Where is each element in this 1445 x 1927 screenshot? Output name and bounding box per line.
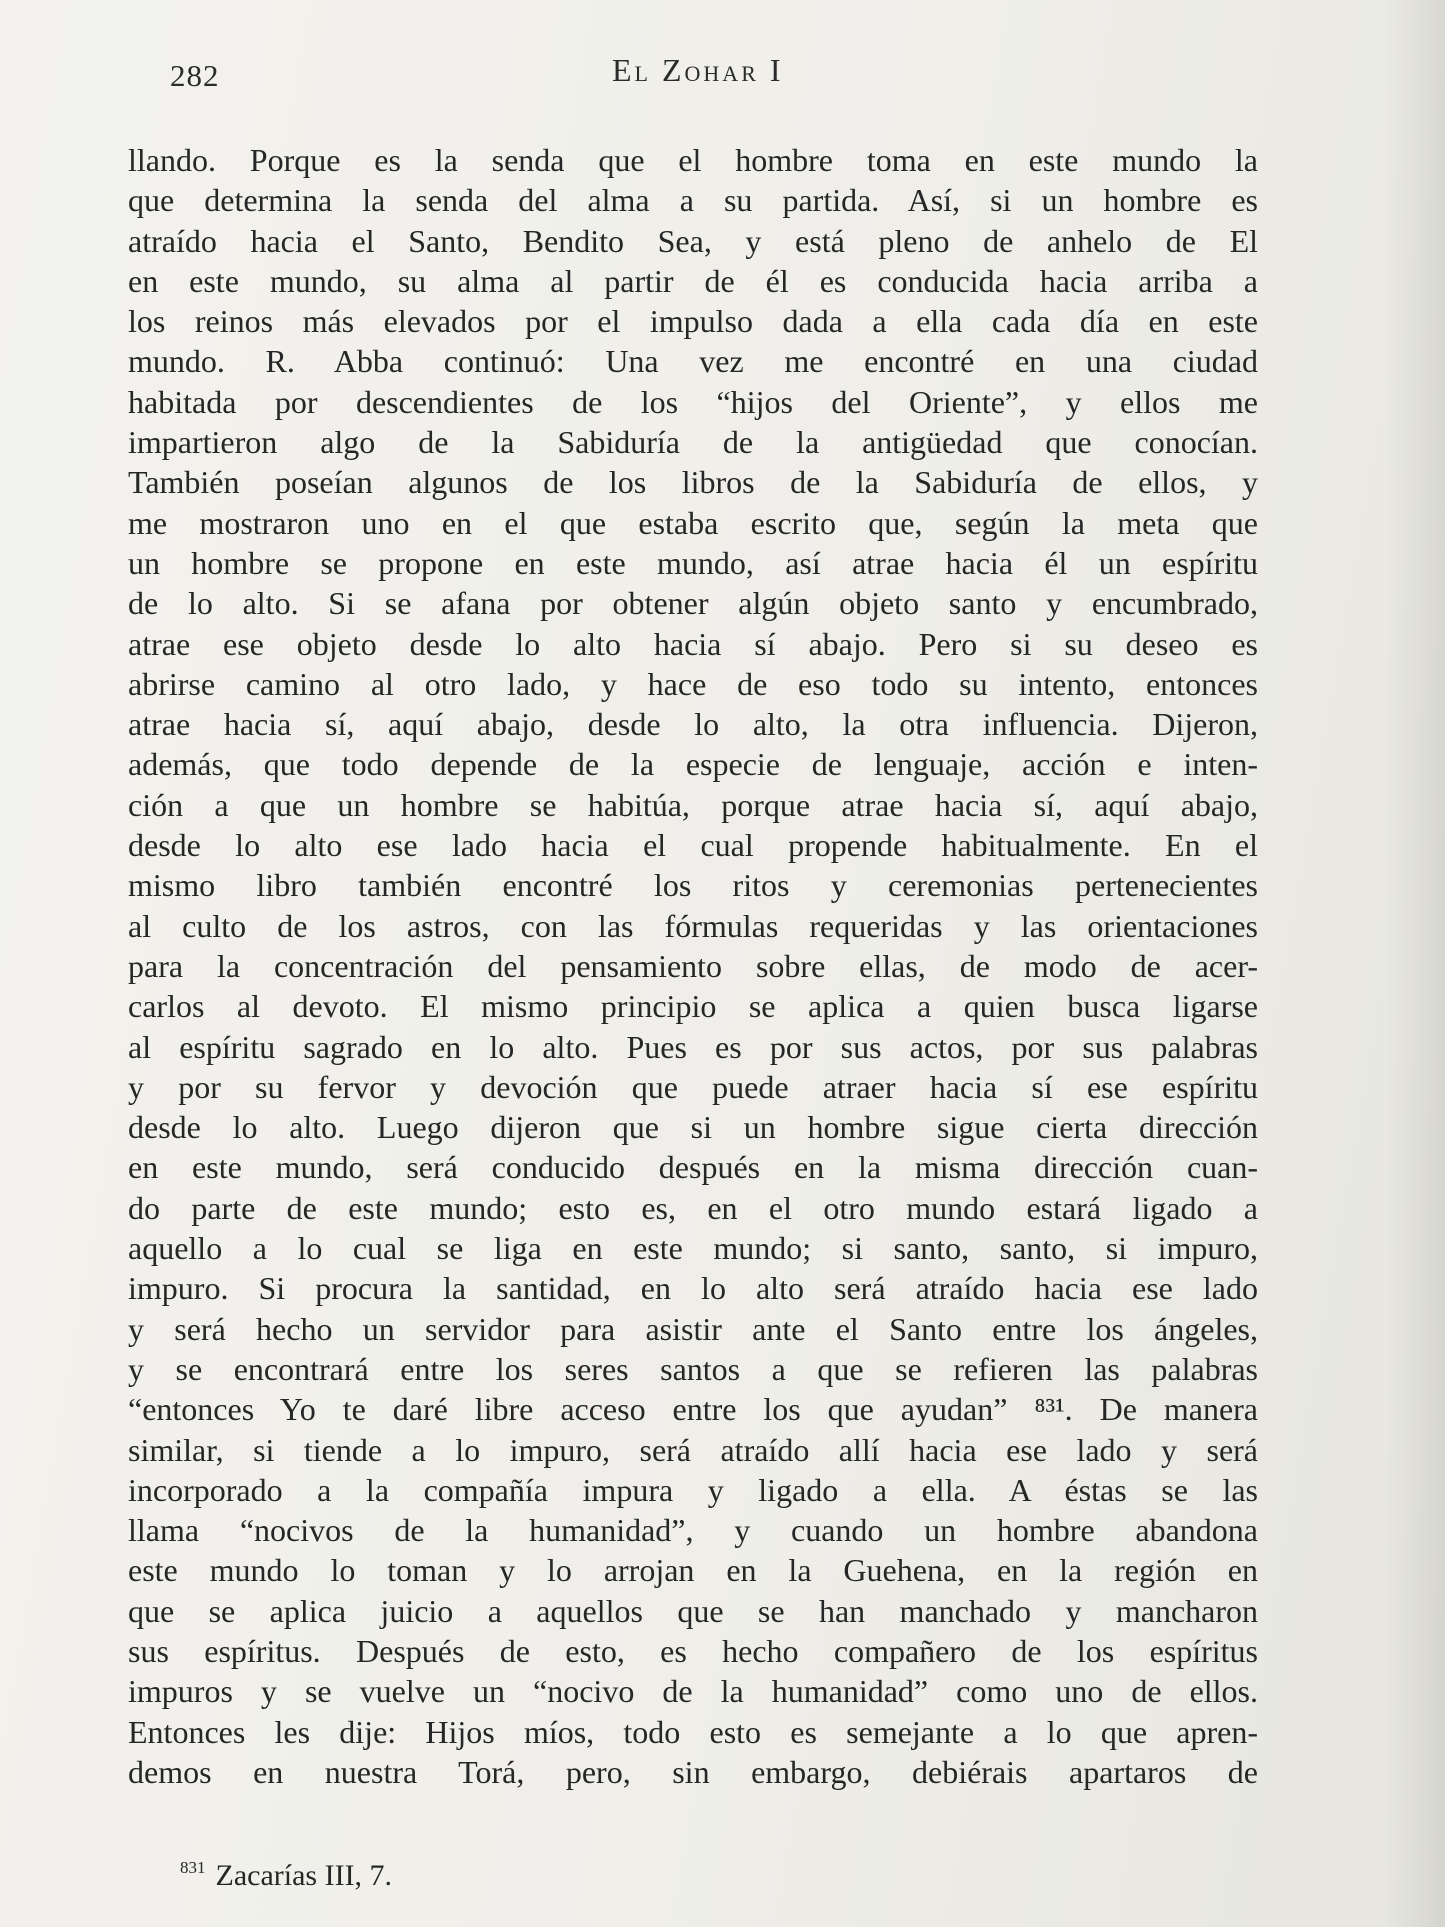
text-line: Entonces les dije: Hijos míos, todo esto es semejante a lo que apren- bbox=[128, 1713, 1258, 1750]
text-line: un hombre se propone en este mundo, así atrae hacia él un espíritu bbox=[128, 544, 1258, 581]
page-edge-shadow bbox=[1385, 0, 1445, 1927]
text-line: llama “nocivos de la humanidad”, y cuando un hombre abandona bbox=[128, 1512, 1258, 1549]
text-line: impuros y se vuelve un “nocivo de la humanidad” como uno de ellos. bbox=[128, 1673, 1258, 1710]
text-line: habitada por descendientes de los “hijos del Oriente”, y ellos me bbox=[128, 383, 1258, 420]
text-line: y se encontrará entre los seres santos a que se refieren las palabras bbox=[128, 1350, 1258, 1387]
text-line: además, que todo depende de la especie de lenguaje, acción e inten- bbox=[128, 746, 1258, 783]
text-line: impuro. Si procura la santidad, en lo alto será atraído hacia ese lado bbox=[128, 1270, 1258, 1307]
text-line: que se aplica juicio a aquellos que se han manchado y mancharon bbox=[128, 1592, 1258, 1629]
text-line: desde lo alto. Luego dijeron que si un hombre sigue cierta dirección bbox=[128, 1109, 1258, 1146]
text-line: los reinos más elevados por el impulso dada a ella cada día en este bbox=[128, 303, 1258, 340]
text-line: al espíritu sagrado en lo alto. Pues es por sus actos, por sus palabras bbox=[128, 1028, 1258, 1065]
footnote-text: Zacarías III, 7. bbox=[215, 1859, 393, 1892]
text-line: aquello a lo cual se liga en este mundo; si santo, santo, si impuro, bbox=[128, 1230, 1258, 1267]
text-line: en este mundo, su alma al partir de él es conducida hacia arriba a bbox=[128, 262, 1258, 299]
text-line: impartieron algo de la Sabiduría de la antigüedad que conocían. bbox=[128, 424, 1258, 461]
text-line: demos en nuestra Torá, pero, sin embargo, debiérais apartaros de bbox=[128, 1753, 1258, 1790]
text-line: atrae hacia sí, aquí abajo, desde lo alto, la otra influencia. Dijeron, bbox=[128, 706, 1258, 743]
text-line: y será hecho un servidor para asistir ante el Santo entre los ángeles, bbox=[128, 1310, 1258, 1347]
text-line: carlos al devoto. El mismo principio se aplica a quien busca ligarse bbox=[128, 988, 1258, 1025]
text-line: atraído hacia el Santo, Bendito Sea, y está pleno de anhelo de El bbox=[128, 222, 1258, 259]
text-line: y por su fervor y devoción que puede atraer hacia sí ese espíritu bbox=[128, 1068, 1258, 1105]
text-line: para la concentración del pensamiento sobre ellas, de modo de acer- bbox=[128, 947, 1258, 984]
text-line: de lo alto. Si se afana por obtener algún objeto santo y encumbrado, bbox=[128, 585, 1258, 622]
text-line: mundo. R. Abba continuó: Una vez me encontré en una ciudad bbox=[128, 343, 1258, 380]
text-line: al culto de los astros, con las fórmulas requeridas y las orientaciones bbox=[128, 907, 1258, 944]
text-line: mismo libro también encontré los ritos y ceremonias pertenecientes bbox=[128, 867, 1258, 904]
footnote bbox=[180, 1858, 392, 1893]
text-line: desde lo alto ese lado hacia el cual propende habitualmente. En el bbox=[128, 827, 1258, 864]
body-text bbox=[128, 140, 1258, 1792]
text-line: abrirse camino al otro lado, y hace de eso todo su intento, entonces bbox=[128, 665, 1258, 702]
text-line: similar, si tiende a lo impuro, será atraído allí hacia ese lado y será bbox=[128, 1431, 1258, 1468]
text-line: este mundo lo toman y lo arrojan en la Guehena, en la región en bbox=[128, 1552, 1258, 1589]
text-line: ción a que un hombre se habitúa, porque atrae hacia sí, aquí abajo, bbox=[128, 786, 1258, 823]
text-line: en este mundo, será conducido después en la misma dirección cuan- bbox=[128, 1149, 1258, 1186]
text-line: do parte de este mundo; esto es, en el otro mundo estará ligado a bbox=[128, 1189, 1258, 1226]
running-title: El Zohar I bbox=[612, 52, 784, 88]
text-line: me mostraron uno en el que estaba escrito que, según la meta que bbox=[128, 504, 1258, 541]
text-line: atrae ese objeto desde lo alto hacia sí abajo. Pero si su deseo es bbox=[128, 625, 1258, 662]
text-line: llando. Porque es la senda que el hombre toma en este mundo la bbox=[128, 142, 1258, 178]
text-line: “entonces Yo te daré libre acceso entre los que ayudan” ⁸³¹. De manera bbox=[128, 1391, 1258, 1428]
text-line: También poseían algunos de los libros de la Sabiduría de ellos, y bbox=[128, 464, 1258, 501]
text-line: incorporado a la compañía impura y ligado a ella. A éstas se las bbox=[128, 1471, 1258, 1508]
text-line: que determina la senda del alma a su partida. Así, si un hombre es bbox=[128, 182, 1258, 219]
footnote-number: 831 bbox=[180, 1858, 206, 1877]
page-number: 282 bbox=[170, 58, 220, 93]
text-line: sus espíritus. Después de esto, es hecho compañero de los espíritus bbox=[128, 1632, 1258, 1669]
